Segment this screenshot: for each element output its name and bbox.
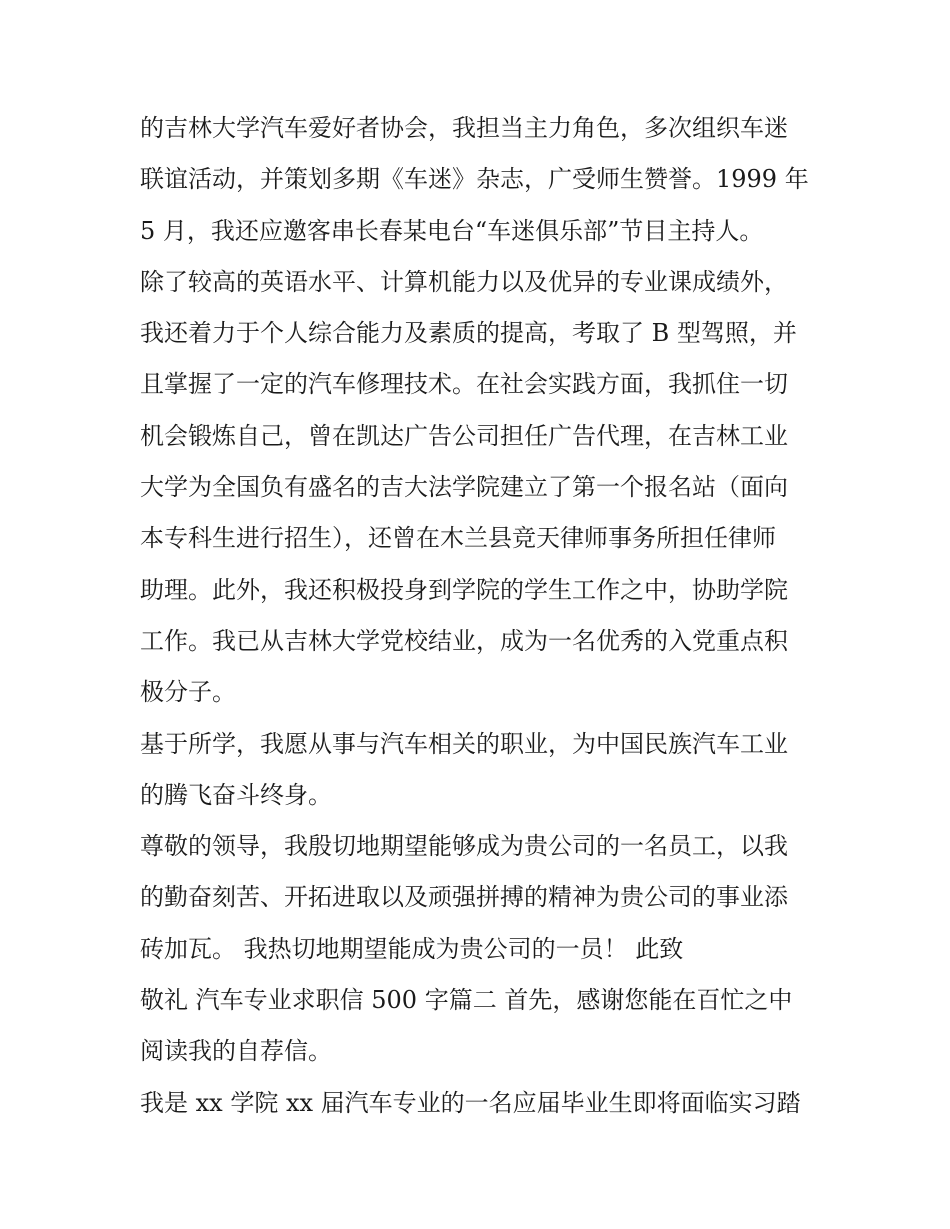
text-line: 机会锻炼自己，曾在凯达广告公司担任广告代理，在吉林工业 bbox=[140, 421, 788, 450]
text-line: 的腾飞奋斗终身。 bbox=[140, 780, 332, 809]
text-line: 砖加瓦。 我热切地期望能成为贵公司的一员！ 此致 bbox=[140, 934, 684, 963]
text-line: 联谊活动，并策划多期《车迷》杂志，广受师生赞誉。1999 年 bbox=[140, 165, 809, 194]
document-body bbox=[140, 103, 820, 1129]
text-line: 的勤奋刻苦、开拓进取以及顽强拼搏的精神为贵公司的事业添 bbox=[140, 883, 788, 912]
text-line: 尊敬的领导，我殷切地期望能够成为贵公司的一名员工，以我 bbox=[140, 832, 788, 861]
text-line: 敬礼 汽车专业求职信 500 字篇二 首先，感谢您能在百忙之中 bbox=[140, 986, 793, 1015]
text-line: 且掌握了一定的汽车修理技术。在社会实践方面，我抓住一切 bbox=[140, 370, 788, 399]
text-line: 我还着力于个人综合能力及素质的提高，考取了 B 型驾照，并 bbox=[140, 319, 797, 348]
text-line: 工作。我已从吉林大学党校结业，成为一名优秀的入党重点积 bbox=[140, 626, 788, 655]
text-line: 本专科生进行招生），还曾在木兰县竞天律师事务所担任律师 bbox=[140, 524, 776, 553]
text-line: 阅读我的自荐信。 bbox=[140, 1037, 332, 1066]
text-line: 除了较高的英语水平、计算机能力以及优异的专业课成绩外， bbox=[140, 267, 788, 296]
text-line: 5 月，我还应邀客串长春某电台“车迷俱乐部”节目主持人。 bbox=[140, 216, 764, 245]
text-line: 的吉林大学汽车爱好者协会，我担当主力角色，多次组织车迷 bbox=[140, 114, 788, 142]
text-line: 我是 xx 学院 xx 届汽车专业的一名应届毕业生即将面临实习踏 bbox=[140, 1088, 801, 1117]
text-line: 大学为全国负有盛名的吉大法学院建立了第一个报名站（面向 bbox=[140, 473, 788, 502]
text-line: 基于所学，我愿从事与汽车相关的职业，为中国民族汽车工业 bbox=[140, 729, 788, 758]
text-line: 极分子。 bbox=[140, 678, 236, 707]
text-line: 助理。此外，我还积极投身到学院的学生工作之中，协助学院 bbox=[140, 575, 788, 604]
